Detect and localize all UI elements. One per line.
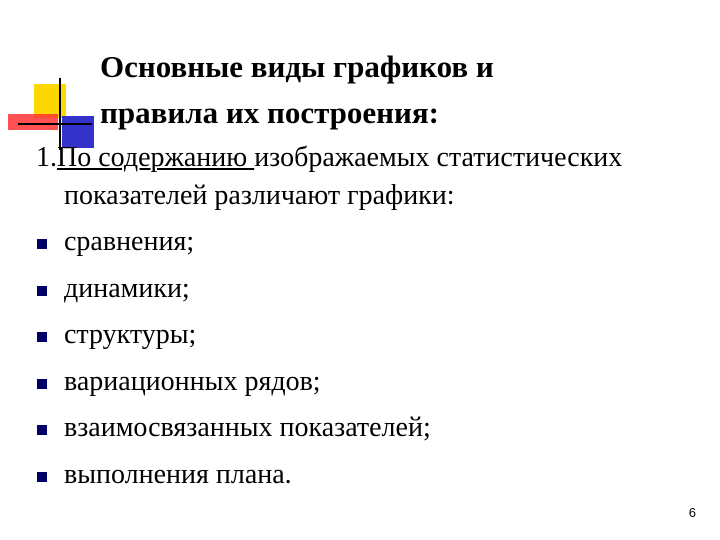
- list-item-label: сравнения;: [64, 226, 195, 257]
- list-item-label: динамики;: [64, 272, 190, 304]
- list-item: [0, 223, 720, 270]
- intro-number: 1.: [36, 142, 57, 173]
- square-bullet-icon: [37, 239, 47, 249]
- title-line-1: Основные виды графиков и: [100, 49, 494, 84]
- square-bullet-icon: [37, 379, 47, 389]
- slide-title: [100, 44, 700, 136]
- page-number: 6: [688, 505, 696, 520]
- decorative-squares: [0, 0, 110, 160]
- red-gradient-bar: [8, 114, 58, 130]
- list-item-label: вариационных рядов;: [64, 365, 321, 397]
- list-item-label: выполнения плана.: [64, 458, 292, 490]
- list-item: [0, 409, 720, 456]
- list-item: [0, 456, 720, 503]
- list-item-label: взаимосвязанных показателей;: [64, 412, 431, 443]
- list-item-label: структуры;: [64, 319, 197, 350]
- intro-line-1: [36, 139, 720, 177]
- list-item: [0, 270, 720, 317]
- intro-paragraph: [36, 139, 720, 215]
- intro-underlined-text: По содержанию: [57, 142, 255, 173]
- list-item: [0, 316, 720, 363]
- square-bullet-icon: [37, 286, 47, 296]
- yellow-square: [34, 84, 66, 118]
- intro-rest-text: изображаемых статистических: [254, 142, 623, 173]
- intro-line-2: показателей различают графики:: [64, 180, 455, 211]
- chart-types-list: [0, 223, 720, 502]
- square-bullet-icon: [37, 425, 47, 435]
- title-line-2: правила их построения:: [100, 95, 440, 130]
- list-item: [0, 363, 720, 410]
- square-bullet-icon: [37, 472, 47, 482]
- square-bullet-icon: [37, 332, 47, 342]
